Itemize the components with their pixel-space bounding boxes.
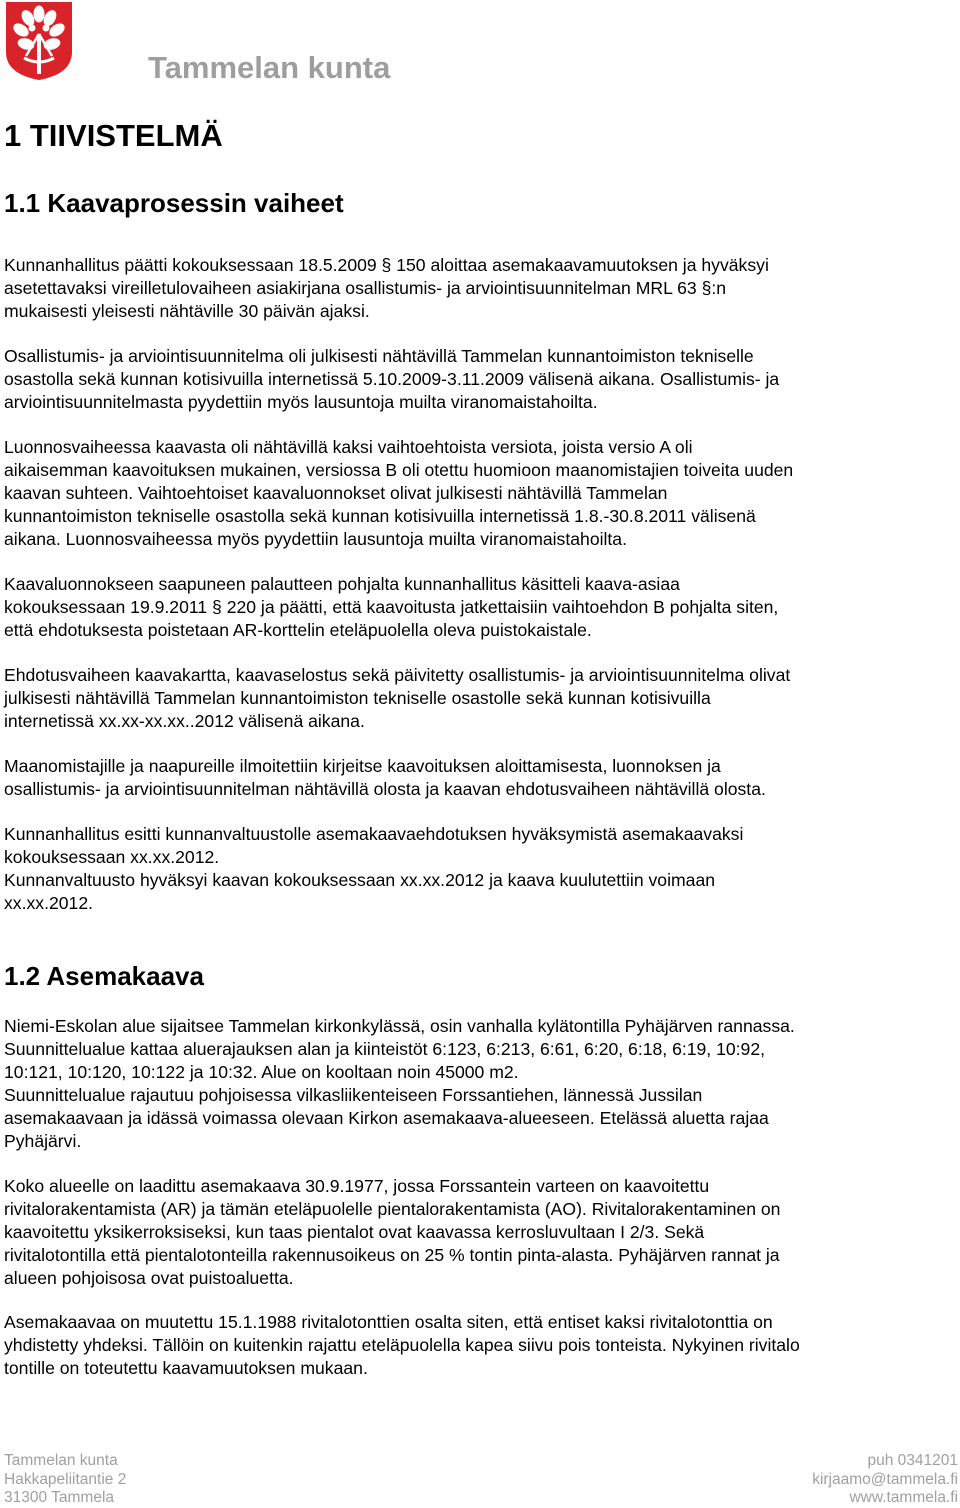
paragraph: Ehdotusvaiheen kaavakartta, kaavaselostus sekä päivitetty osallistumis- ja arviointisuunnitelma olivat julkisesti nähtävillä Tammelan kunnantoimiston tekniselle osastolle sekä kunnan kotisivuilla internetissä xx.xx-xx.xx..2012 välisenä aikana. xyxy=(4,665,791,731)
paragraph: Kaavaluonnokseen saapuneen palautteen pohjalta kunnanhallitus käsitteli kaava-asiaa kokouksessaan 19.9.2011 § 220 ja päätti, että kaavoitusta jatkettaisiin vaihtoehdon B pohjalta siten, että ehdotuksesta poistetaan AR-korttelin eteläpuolella oleva puistokaistale. xyxy=(4,574,779,640)
section-heading-kaavaprosessin-vaiheet: 1.1 Kaavaprosessin vaiheet xyxy=(4,188,344,218)
footer-email-link[interactable]: kirjaamo@tammela.fi xyxy=(812,1470,958,1488)
paragraph: Maanomistajille ja naapureille ilmoitettiin kirjeitse kaavoituksen aloittamisesta, luonnoksen ja osallistumis- ja arviointisuunnitelman nähtävillä olosta ja kaavan ehdotusvaiheen nähtävillä olosta. xyxy=(4,756,766,799)
footer-postal-address: 31300 Tammela xyxy=(4,1489,115,1506)
paragraph: Niemi-Eskolan alue sijaitsee Tammelan kirkonkylässä, osin vanhalla kylätontilla Pyhäjärven rannassa. Suunnittelualue kattaa aluerajauksen alan ja kiinteistöt 6:123, 6:213, 6:61, 6:20, 6:18, 6:19, 10:92, 10:121, 10:120, 10:122 ja 10:32. Alue on kooltaan noin 45000 m2. Suunnittelualue rajautuu pohjoisessa vilkasliikenteiseen Forssantiehen, lännessä Jussilan asemakaavaan ja idässä voimassa olevaan Kirkon asemakaava-alueeseen. Etelässä aluetta rajaa Pyhäjärvi. xyxy=(4,1016,795,1151)
paragraph: Kunnanhallitus esitti kunnanvaltuustolle asemakaavaehdotuksen hyväksymistä asemakaavaksi kokouksessaan xx.xx.2012. Kunnanvaltuusto hyväksyi kaavan kokouksessaan xx.xx.2012 ja kaava kuulutettiin voimaan xx.xx.2012. xyxy=(4,824,744,913)
municipal-coat-of-arms-icon xyxy=(4,0,74,82)
footer-phone: puh 0341201 xyxy=(867,1452,958,1469)
section-heading-asemakaava: 1.2 Asemakaava xyxy=(4,961,204,991)
organization-name: Tammelan kunta xyxy=(148,50,391,85)
footer-website-link[interactable]: www.tammela.fi xyxy=(849,1489,958,1506)
paragraph: Luonnosvaiheessa kaavasta oli nähtävillä kaksi vaihtoehtoista versiota, joista versio A oli aikaisemman kaavoituksen mukainen, versiossa B oli otettu huomioon maanomistajien toiveita uuden kaavan suhteen. Vaihtoehtoiset kaavaluonnokset olivat julkisesti nähtävillä Tammelan kunnantoimiston tekniselle osastolla sekä kunnan kotisivuilla internetissä 1.8.-30.8.2011 välisenä aikana. Luonnosvaiheessa myös pyydettiin lausuntoja muilta viranomaistahoilta. xyxy=(4,437,794,549)
paragraph: Koko alueelle on laadittu asemakaava 30.9.1977, jossa Forssantein varteen on kaavoitettu rivitalorakentamista (AR) ja tämän eteläpuolelle pientalorakentamista (AO). Rivitalorakentaminen on kaavoitettu yksikerroksiseksi, kun taas pientalot ovat kaavassa kerrosluvultaan I 2/3. Sekä rivitalotontilla että pientalotonteilla rakennusoikeus on 25 % tontin pinta-alasta. Pyhäjärven rannat ja alueen pohjoisosa ovat puistoaluetta. xyxy=(4,1176,781,1288)
paragraph: Osallistumis- ja arviointisuunnitelma oli julkisesti nähtävillä Tammelan kunnantoimiston tekniselle osastolla sekä kunnan kotisivuilla internetissä 5.10.2009-3.11.2009 välisenä aikana. Osallistumis- ja arviointisuunnitelmasta pyydettiin myös lausuntoja muilta viranomaistahoilta. xyxy=(4,346,780,412)
footer-contact xyxy=(812,1452,958,1508)
document-title: 1 TIIVISTELMÄ xyxy=(4,118,223,153)
footer-street-address: Hakkapeliitantie 2 xyxy=(4,1470,127,1488)
footer-address xyxy=(4,1452,126,1508)
paragraph: Kunnanhallitus päätti kokouksessaan 18.5.2009 § 150 aloittaa asemakaavamuutoksen ja hyväksyi asetettavaksi vireilletulovaiheen asiakirjana osallistumis- ja arviointisuunnitelman MRL 63 §:n mukaisesti yleisesti nähtäville 30 päivän ajaksi. xyxy=(4,255,769,321)
paragraph: Asemakaavaa on muutettu 15.1.1988 rivitalotonttien osalta siten, että entiset kaksi rivitalotonttia on yhdistetty yhdeksi. Tällöin on kuitenkin rajattu eteläpuolella kapea siivu pois tonteista. Nykyinen rivitalo tontille on toteutettu kaavamuutoksen mukaan. xyxy=(4,1312,800,1378)
footer-org-name: Tammelan kunta xyxy=(4,1452,118,1469)
